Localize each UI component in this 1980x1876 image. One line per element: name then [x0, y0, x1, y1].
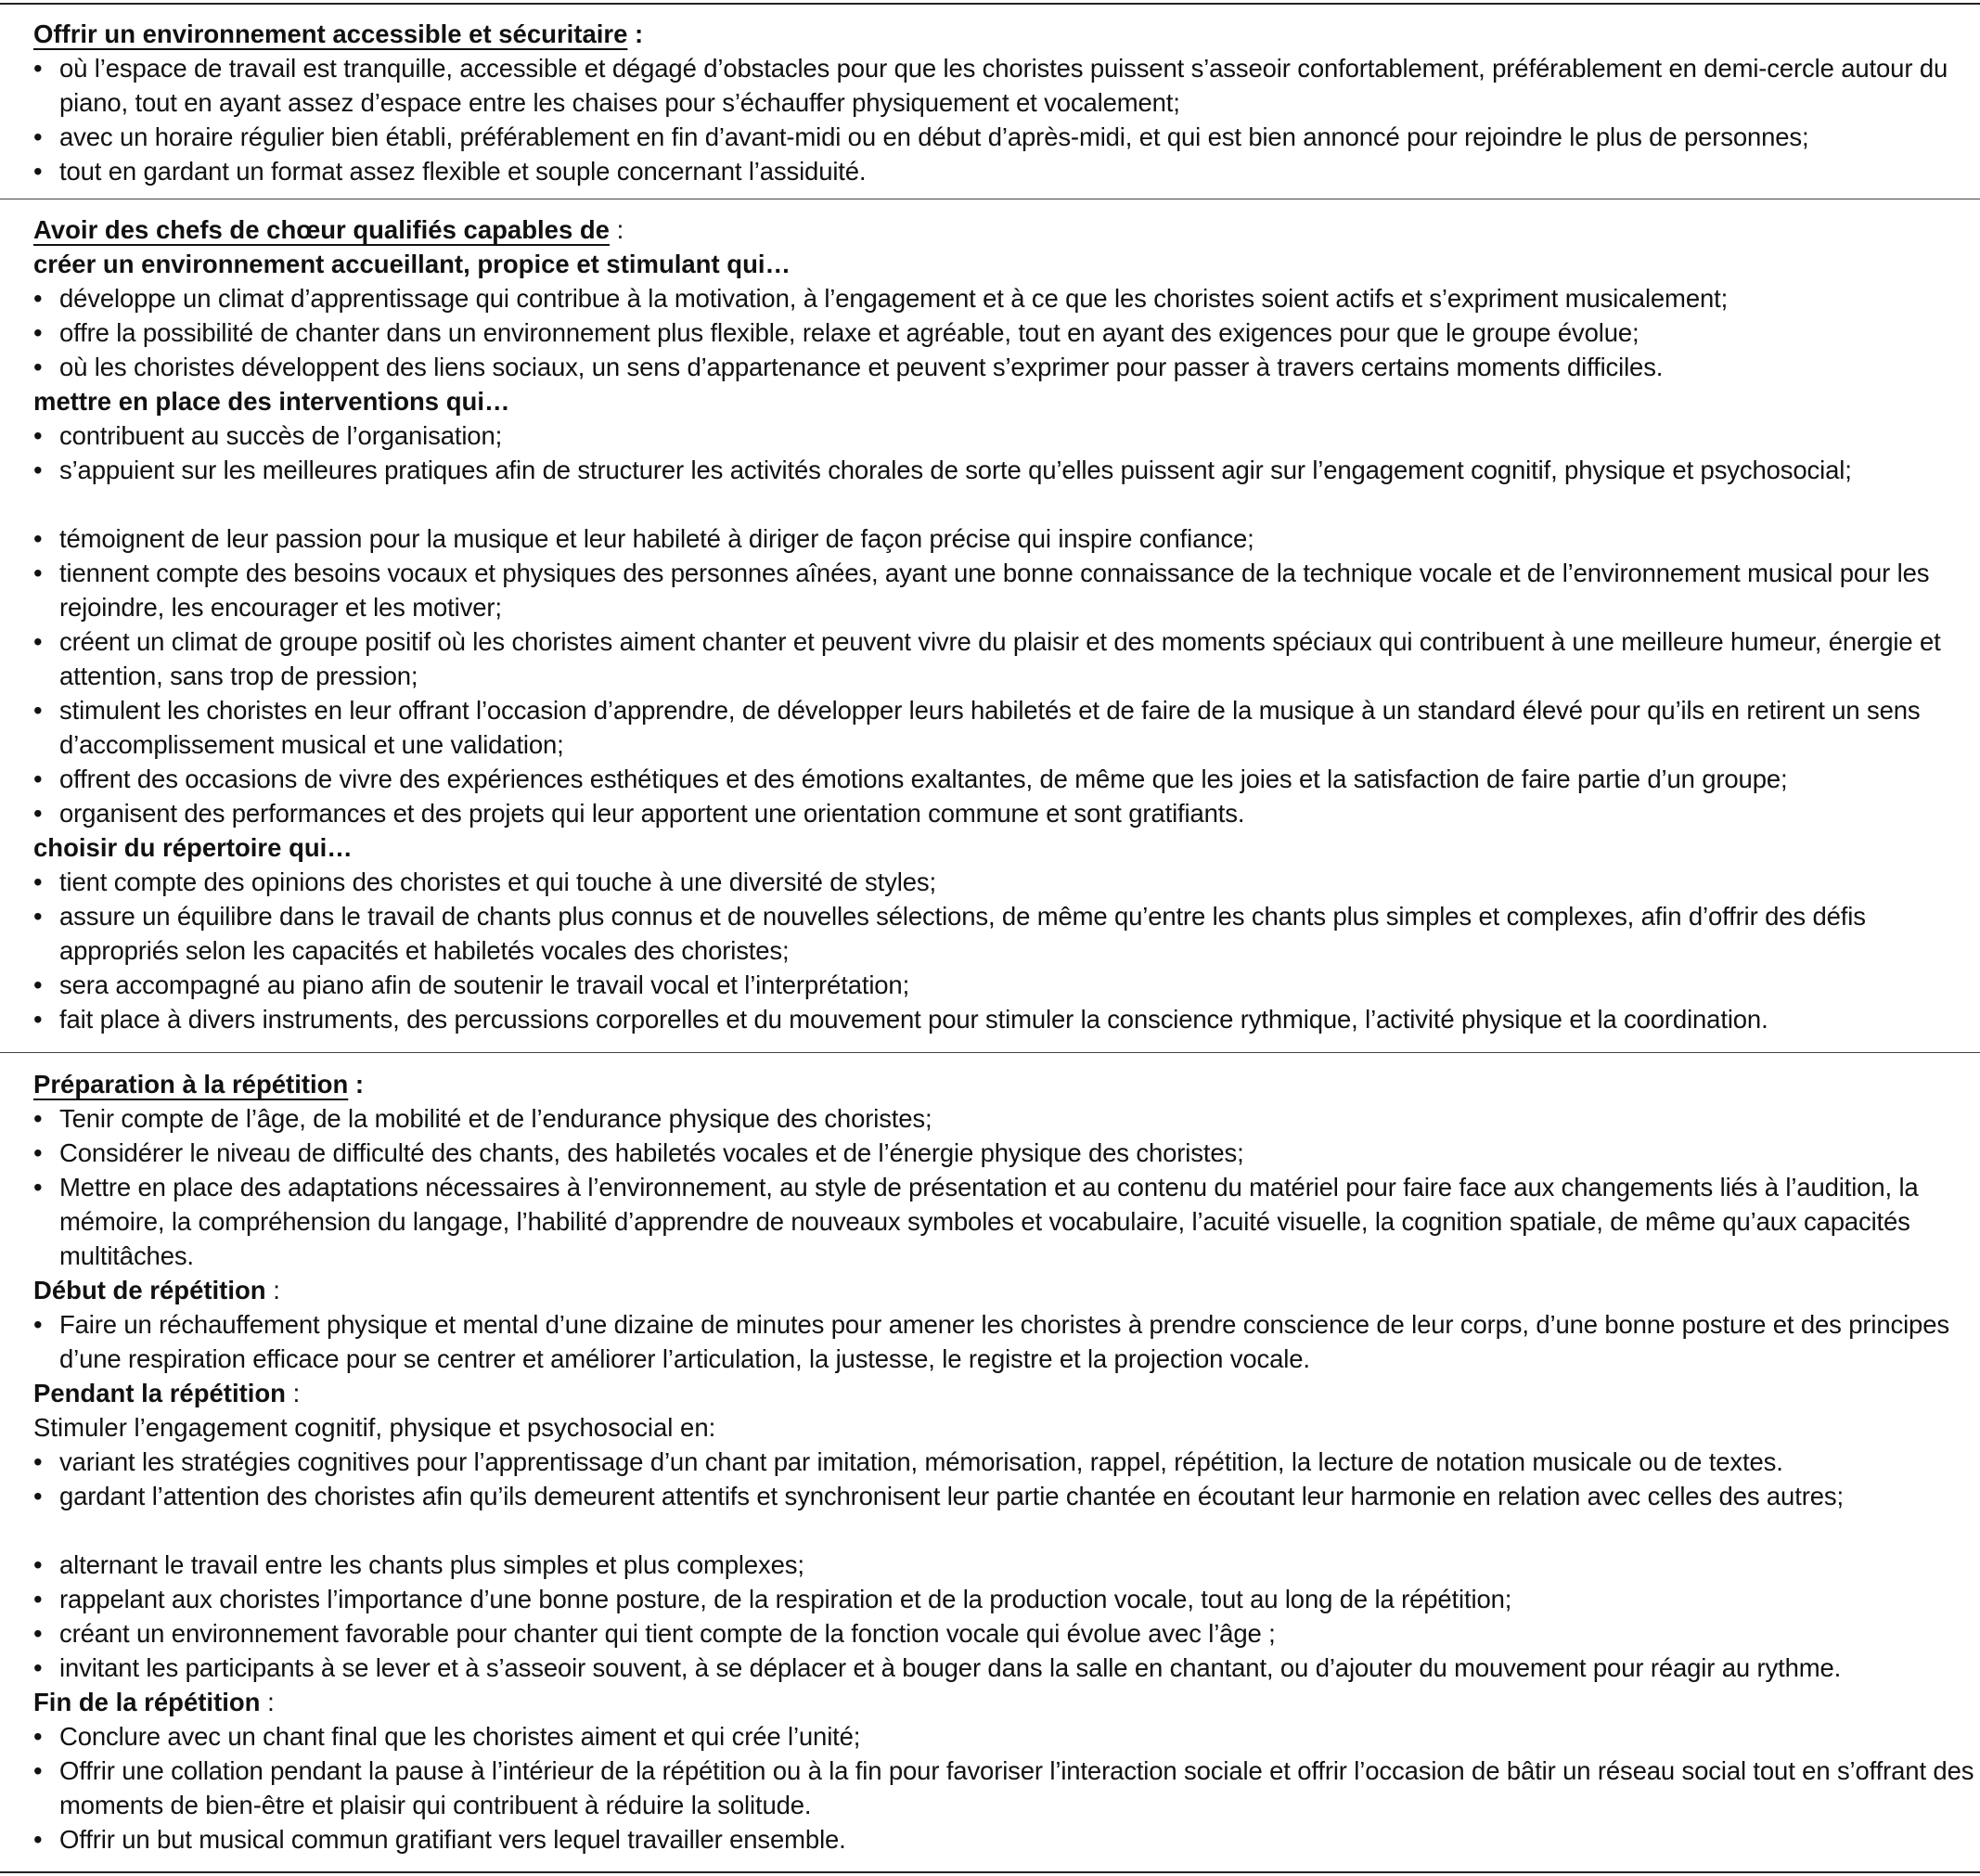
group-intro: Stimuler l’engagement cognitif, physique et psychosocial en:	[33, 1413, 716, 1442]
list-item-text: créant un environnement favorable pour chanter qui tient compte de la fonction vocale qui évolue avec l’âge ;	[59, 1619, 1276, 1648]
group-heading: choisir du répertoire qui…	[33, 833, 353, 862]
list-item-text: invitant les participants à se lever et à s’asseoir souvent, à se déplacer et à bouger dans la salle en chantant, ou d’ajouter du mouvement pour réagir au rythme.	[59, 1653, 1842, 1682]
bullet-icon: •	[33, 867, 43, 896]
list-item-text: tout en gardant un format assez flexible et souple concernant l’assiduité.	[59, 157, 867, 186]
bullet-icon: •	[33, 122, 43, 151]
list-item-text: témoignent de leur passion pour la musique et leur habileté à diriger de façon précise qui inspire confiance;	[59, 524, 1254, 553]
group-heading	[33, 1273, 280, 1307]
bullet-icon: •	[33, 1722, 43, 1751]
bullet-icon: •	[33, 1653, 43, 1682]
group-heading: mettre en place des interventions qui…	[33, 387, 510, 416]
bullet-icon: •	[33, 970, 43, 999]
list-item-text: créent un climat de groupe positif où les choristes aiment chanter et peuvent vivre du plaisir et des moments spéciaux qui contribuent à une meilleure humeur, énergie et attention, sans trop de pression;	[59, 627, 1941, 690]
list-item-text: Offrir une collation pendant la pause à l’intérieur de la répétition ou à la fin pour favoriser l’interaction sociale et offrir l’occasion de bâtir un réseau social tout en s’offrant des moments de bien-être et plaisir qui contribuent à réduire la solitude.	[59, 1756, 1974, 1819]
bullet-icon: •	[33, 559, 43, 587]
list-item-text: offrent des occasions de vivre des expériences esthétiques et des émotions exaltantes, de même que les joies et la satisfaction de faire partie d’un groupe;	[59, 765, 1788, 793]
section-title-text: Offrir un environnement accessible et sécuritaire	[33, 19, 628, 48]
group-heading-text: Pendant la répétition	[33, 1379, 286, 1407]
group-heading-text: Fin de la répétition	[33, 1688, 261, 1716]
list-item-text: avec un horaire régulier bien établi, préférablement en fin d’avant-midi ou en début d’après-midi, et qui est bien annoncé pour rejoindre le plus de personnes;	[59, 122, 1809, 151]
bullet-icon: •	[33, 1756, 43, 1785]
list-item-text: s’appuient sur les meilleures pratiques afin de structurer les activités chorales de sorte qu’elles puissent agir sur l’engagement cognitif, physique et psychosocial;	[59, 456, 1852, 484]
section-title	[33, 212, 624, 247]
list-item-text: assure un équilibre dans le travail de chants plus connus et de nouvelles sélections, de même qu’entre les chants plus simples et complexes, afin d’offrir des défis appropriés selon les capacités et habiletés vocales des choristes;	[59, 902, 1866, 965]
list-item-text: Faire un réchauffement physique et mental d’une dizaine de minutes pour amener les choristes à prendre conscience de leur corps, d’une bonne posture et des principes d’une respiration efficace pour se centrer et améliorer l’articulation, la justesse, le registre et la projection vocale.	[59, 1310, 1949, 1373]
bullet-icon: •	[33, 1310, 43, 1339]
bullet-icon: •	[33, 524, 43, 553]
list-item-text: où l’espace de travail est tranquille, accessible et dégagé d’obstacles pour que les choristes puissent s’asseoir confortablement, préférablement en demi-cercle autour du piano, tout en ayant assez d’espace entre les chaises pour s’échauffer physiquement et vocalement;	[59, 54, 1948, 117]
bullet-icon: •	[33, 421, 43, 450]
list-item-text: variant les stratégies cognitives pour l’apprentissage d’un chant par imitation, mémorisation, rappel, répétition, la lecture de notation musicale ou de textes.	[59, 1447, 1783, 1476]
bullet-icon: •	[33, 1138, 43, 1167]
list-item-text: organisent des performances et des projets qui leur apportent une orientation commune et sont gratifiants.	[59, 799, 1245, 828]
bullet-icon: •	[33, 1447, 43, 1476]
group-heading-suffix: :	[265, 1276, 280, 1304]
bullet-icon: •	[33, 1005, 43, 1034]
list-item-text: gardant l’attention des choristes afin qu’ils demeurent attentifs et synchronisent leur partie chantée en écoutant leur harmonie en relation avec celles des autres;	[59, 1482, 1844, 1510]
bullet-icon: •	[33, 1482, 43, 1510]
list-item-text: Mettre en place des adaptations nécessaires à l’environnement, au style de présentation et au contenu du matériel pour faire face aux changements liés à l’audition, la mémoire, la compréhension du langage, l’habilité d’apprendre de nouveaux symboles et vocabulaire, l’acuité visuelle, la cognition spatiale, de même qu’aux capacités multitâches.	[59, 1173, 1919, 1270]
bullet-icon: •	[33, 1825, 43, 1854]
bullet-icon: •	[33, 54, 43, 83]
section-title	[33, 1067, 364, 1101]
list-item-text: fait place à divers instruments, des percussions corporelles et du mouvement pour stimuler la conscience rythmique, l’activité physique et la coordination.	[59, 1005, 1768, 1034]
group-heading-suffix: :	[285, 1379, 301, 1407]
section-title-text: Préparation à la répétition	[33, 1070, 349, 1099]
list-item-text: stimulent les choristes en leur offrant l’occasion d’apprendre, de développer leurs habiletés et de faire de la musique à un standard élevé pour qu’ils en retirent un sens d’accomplissement musical et une validation;	[59, 696, 1921, 759]
group-heading-text: Début de répétition	[33, 1276, 266, 1304]
group-heading: créer un environnement accueillant, propice et stimulant qui…	[33, 250, 791, 278]
bullet-icon: •	[33, 765, 43, 793]
bullet-icon: •	[33, 627, 43, 656]
bullet-icon: •	[33, 696, 43, 725]
bottom-rule	[0, 1871, 1980, 1873]
section-title-text: Avoir des chefs de chœur qualifiés capables de	[33, 215, 610, 244]
bullet-icon: •	[33, 1173, 43, 1201]
list-item-text: Conclure avec un chant final que les choristes aiment et qui crée l’unité;	[59, 1722, 861, 1751]
section-title-suffix: :	[609, 215, 624, 244]
bullet-icon: •	[33, 353, 43, 381]
bullet-icon: •	[33, 902, 43, 931]
section-divider	[0, 1052, 1980, 1053]
bullet-icon: •	[33, 284, 43, 313]
bullet-icon: •	[33, 1585, 43, 1613]
list-item-text: sera accompagné au piano afin de soutenir le travail vocal et l’interprétation;	[59, 970, 910, 999]
list-item-text: rappelant aux choristes l’importance d’une bonne posture, de la respiration et de la production vocale, tout au long de la répétition;	[59, 1585, 1512, 1613]
section-title-suffix: :	[348, 1070, 365, 1099]
group-heading	[33, 1685, 275, 1719]
bullet-icon: •	[33, 456, 43, 484]
section-title-suffix: :	[627, 19, 644, 48]
list-item-text: Considérer le niveau de difficulté des chants, des habiletés vocales et de l’énergie physique des choristes;	[59, 1138, 1244, 1167]
list-item-text: Tenir compte de l’âge, de la mobilité et de l’endurance physique des choristes;	[59, 1104, 932, 1133]
section-title	[33, 17, 643, 51]
bullet-icon: •	[33, 1550, 43, 1579]
list-item-text: développe un climat d’apprentissage qui contribue à la motivation, à l’engagement et à ce que les choristes soient actifs et s’expriment musicalement;	[59, 284, 1729, 313]
list-item-text: Offrir un but musical commun gratifiant vers lequel travailler ensemble.	[59, 1825, 846, 1854]
bullet-icon: •	[33, 318, 43, 347]
group-heading-suffix: :	[260, 1688, 275, 1716]
list-item-text: tiennent compte des besoins vocaux et physiques des personnes aînées, ayant une bonne connaissance de la technique vocale et de l’environnement musical pour les rejoindre, les encourager et les motiver;	[59, 559, 1930, 622]
top-rule	[0, 3, 1980, 5]
bullet-icon: •	[33, 1619, 43, 1648]
list-item-text: où les choristes développent des liens sociaux, un sens d’appartenance et peuvent s’exprimer pour passer à travers certains moments difficiles.	[59, 353, 1664, 381]
bullet-icon: •	[33, 1104, 43, 1133]
bullet-icon: •	[33, 157, 43, 186]
bullet-icon: •	[33, 799, 43, 828]
list-item-text: alternant le travail entre les chants plus simples et plus complexes;	[59, 1550, 804, 1579]
list-item-text: offre la possibilité de chanter dans un environnement plus flexible, relaxe et agréable, tout en ayant des exigences pour que le groupe évolue;	[59, 318, 1639, 347]
list-item-text: contribuent au succès de l’organisation;	[59, 421, 503, 450]
group-heading	[33, 1376, 300, 1410]
list-item-text: tient compte des opinions des choristes et qui touche à une diversité de styles;	[59, 867, 936, 896]
